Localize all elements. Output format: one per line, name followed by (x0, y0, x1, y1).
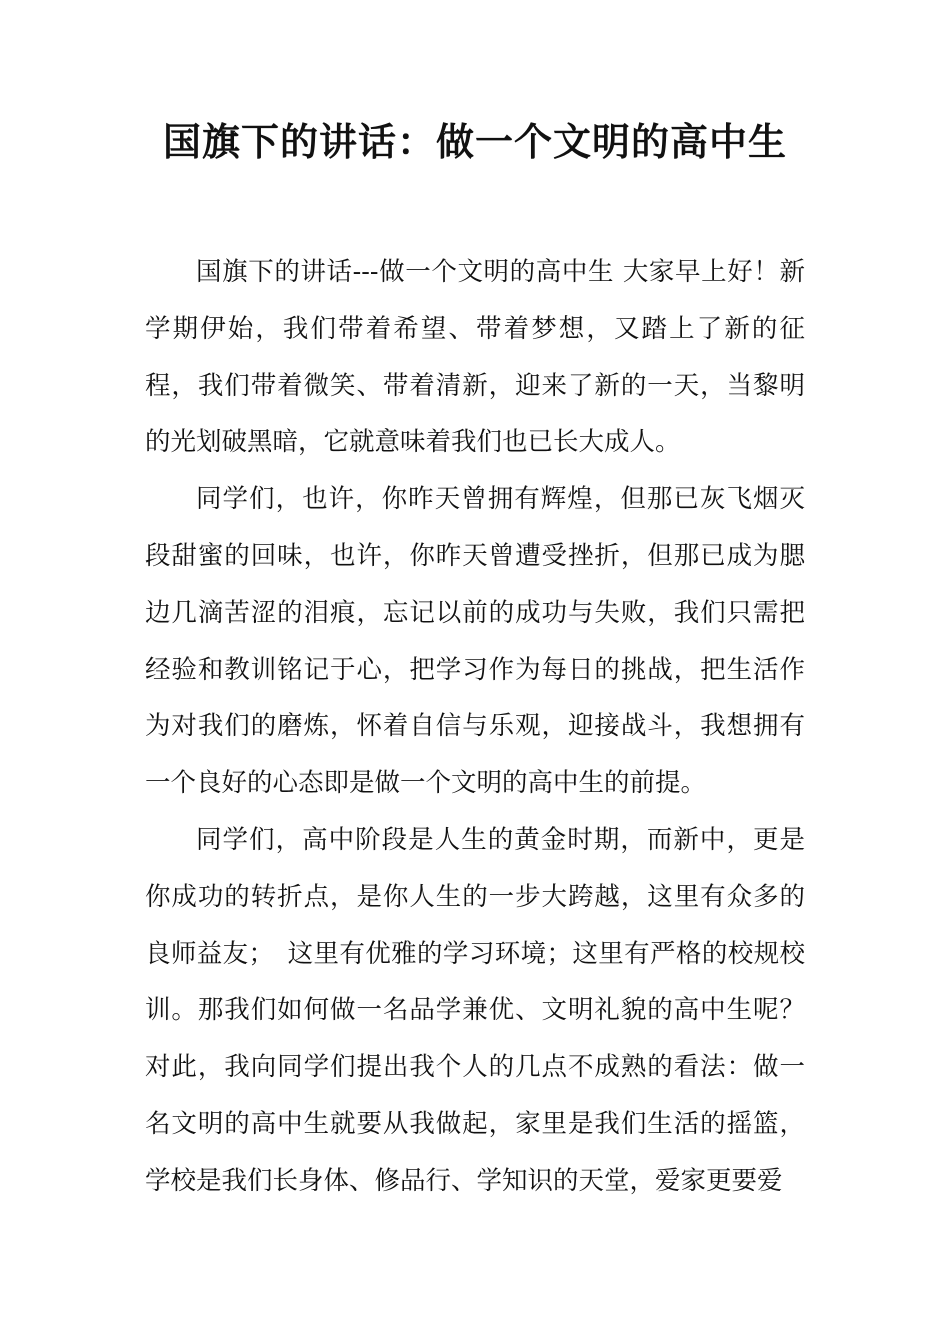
paragraph-3: 同学们，高中阶段是人生的黄金时期，而新中，更是你成功的转折点，是你人生的一步大跨越，这里有众多的良师益友； 这里有优雅的学习环境；这里有严格的校规校训。那我们如何做一名品学兼优、文明礼貌的高中生呢？对此，我向同学们提出我个人的几点不成熟的看法：做一名文明的高中生就要从我做起，家里是我们生活的摇篮，学校是我们长身体、修品行、学知识的天堂，爱家更要爱 (145, 824, 805, 1196)
document-body (145, 244, 805, 1210)
paragraph-2: 同学们，也许，你昨天曾拥有辉煌，但那已灰飞烟灭段甜蜜的回味，也许，你昨天曾遭受挫折，但那已成为腮边几滴苦涩的泪痕，忘记以前的成功与失败，我们只需把经验和教训铭记于心，把学习作为每日的挑战，把生活作为对我们的磨炼，怀着自信与乐观，迎接战斗，我想拥有一个良好的心态即是做一个文明的高中生的前提。 (145, 484, 805, 799)
paragraph-1: 国旗下的讲话---做一个文明的高中生 大家早上好！新学期伊始，我们带着希望、带着梦想，又踏上了新的征程，我们带着微笑、带着清新，迎来了新的一天，当黎明的光划破黑暗，它就意味着我们也已长大成人。 (145, 257, 805, 458)
document-title: 国旗下的讲话：做一个文明的高中生 (162, 120, 787, 164)
